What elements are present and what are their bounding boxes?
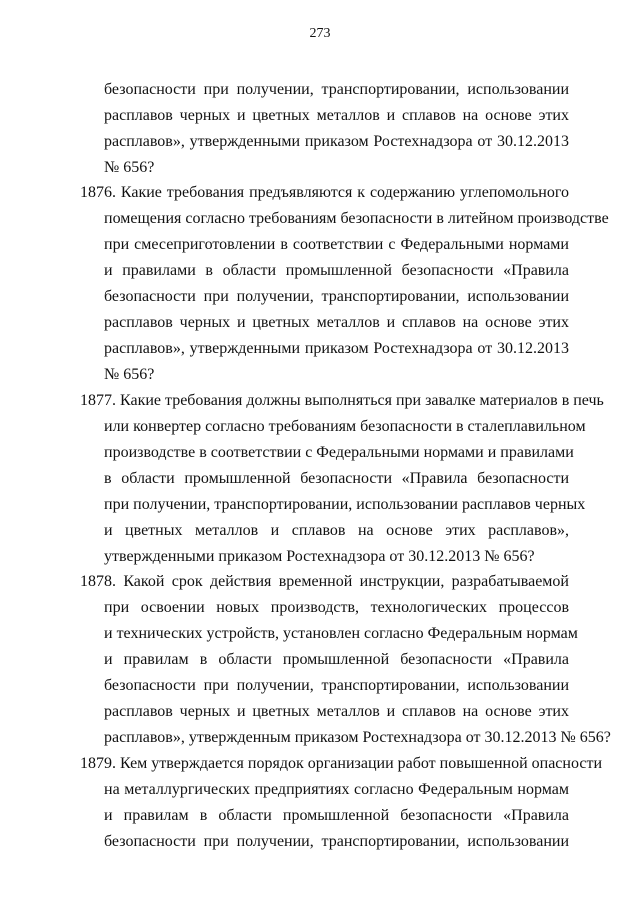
text-line: при освоении новых производств, технологических процессов bbox=[104, 599, 569, 616]
page-number: 273 bbox=[309, 26, 331, 41]
question-1879: 1879. Кем утверждается порядок организации работ повышенной опасности bbox=[80, 755, 603, 772]
text-line: безопасности при получении, транспортировании, использовании bbox=[104, 833, 569, 850]
question-1877: 1877. Какие требования должны выполняться при завалке материалов в печь bbox=[80, 392, 604, 409]
text-line: безопасности при получении, транспортировании, использовании bbox=[104, 288, 569, 305]
text-line: при смесеприготовлении в соответствии с Федеральными нормами bbox=[104, 236, 569, 253]
text-line: помещения согласно требованиям безопасности в литейном производстве bbox=[104, 210, 609, 227]
text-line: безопасности при получении, транспортировании, использовании bbox=[104, 677, 569, 694]
text-line: расплавов черных и цветных металлов и сплавов на основе этих bbox=[104, 107, 569, 124]
text-line: производстве в соответствии с Федеральными нормами и правилами bbox=[104, 444, 574, 461]
text-line: № 656? bbox=[104, 159, 155, 176]
text-line: расплавов черных и цветных металлов и сплавов на основе этих bbox=[104, 703, 569, 720]
text-line: № 656? bbox=[104, 366, 155, 383]
text-line: в области промышленной безопасности «Правила безопасности bbox=[104, 470, 569, 487]
text-line: расплавов», утвержденными приказом Ростехнадзора от 30.12.2013 bbox=[104, 133, 569, 150]
text-line: и технических устройств, установлен согласно Федеральным нормам bbox=[104, 625, 578, 642]
text-line: расплавов», утвержденными приказом Ростехнадзора от 30.12.2013 bbox=[104, 340, 569, 357]
text-line: безопасности при получении, транспортировании, использовании bbox=[104, 81, 569, 98]
text-line: при получении, транспортировании, использовании расплавов черных bbox=[104, 496, 586, 513]
text-line: утвержденными приказом Ростехнадзора от 30.12.2013 № 656? bbox=[104, 548, 535, 565]
question-1876: 1876. Какие требования предъявляются к содержанию углепомольного bbox=[80, 184, 569, 201]
text-line: и правилам в области промышленной безопасности «Правила bbox=[104, 651, 569, 668]
text-line: и правилам в области промышленной безопасности «Правила bbox=[104, 807, 569, 824]
text-line: и цветных металлов и сплавов на основе этих расплавов», bbox=[104, 522, 569, 539]
question-1878: 1878. Какой срок действия временной инструкции, разрабатываемой bbox=[80, 573, 569, 590]
text-line: расплавов черных и цветных металлов и сплавов на основе этих bbox=[104, 314, 569, 331]
text-line: или конвертер согласно требованиям безопасности в сталеплавильном bbox=[104, 418, 586, 435]
text-line: и правилами в области промышленной безопасности «Правила bbox=[104, 262, 569, 279]
text-line: расплавов», утвержденным приказом Ростехнадзора от 30.12.2013 № 656? bbox=[104, 729, 611, 746]
text-line: на металлургических предприятиях согласно Федеральным нормам bbox=[104, 781, 569, 798]
